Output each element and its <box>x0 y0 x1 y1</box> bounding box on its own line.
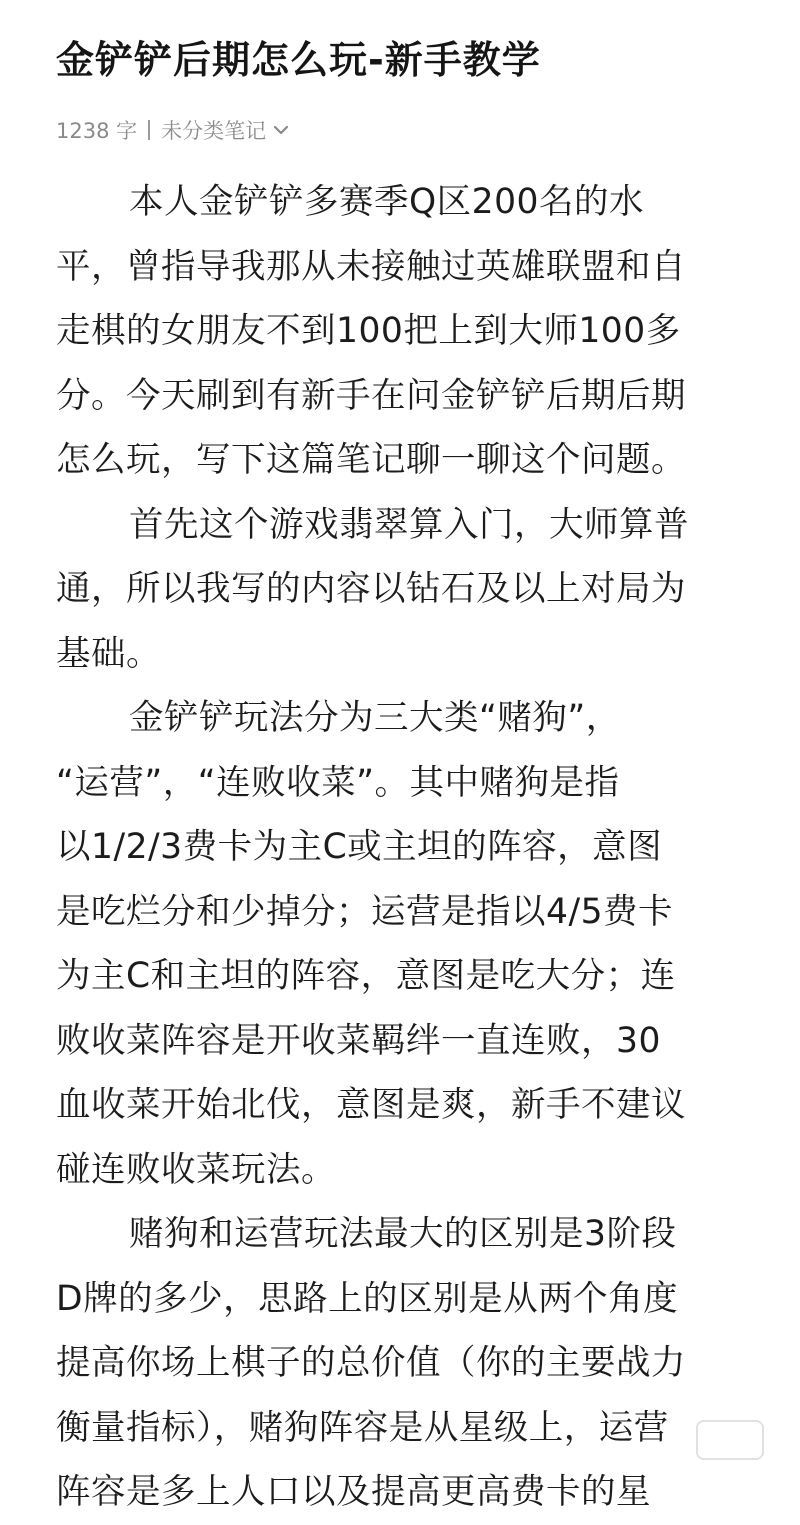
paragraph <box>56 1202 756 1525</box>
text-line: 为主C和主坦的阵容，意图是吃大分；连 <box>56 956 676 996</box>
paragraph <box>56 686 756 1202</box>
note-body[interactable] <box>56 170 756 1525</box>
text-line: 怎么玩，写下这篇笔记聊一聊这个问题。 <box>56 440 686 480</box>
watermark-logo-icon <box>696 1420 764 1460</box>
text-line: 阵容是多上人口以及提高更高费卡的星 <box>56 1472 651 1512</box>
text-line: “运营”，“连败收菜”。其中赌狗是指 <box>56 762 620 803</box>
text-line: 分。今天刷到有新手在问金铲铲后期后期 <box>56 375 686 416</box>
category-label: 未分类笔记 <box>161 119 267 143</box>
text-line: 基础。 <box>56 633 161 674</box>
meta-divider <box>148 120 150 140</box>
text-line: 血收菜开始北伐，意图是爽，新手不建议 <box>56 1085 686 1125</box>
note-meta <box>56 110 292 150</box>
text-line: 通，所以我写的内容以钻石及以上对局为 <box>56 569 686 609</box>
category-selector[interactable] <box>161 115 292 145</box>
note-title: 金铲铲后期怎么玩-新手教学 <box>56 38 541 82</box>
text-line: 是吃烂分和少掉分；运营是指以4/5费卡 <box>56 891 674 932</box>
text-line: 碰连败收菜玩法。 <box>56 1149 336 1190</box>
text-line: 金铲铲玩法分为三大类“赌狗”， <box>129 698 621 738</box>
text-line: D牌的多少，思路上的区别是从两个角度 <box>56 1278 679 1319</box>
text-line: 平，曾指导我那从未接触过英雄联盟和自 <box>56 246 686 287</box>
text-line: 走棋的女朋友不到100把上到大师100多 <box>56 311 681 351</box>
chevron-down-icon <box>270 119 292 141</box>
text-line: 赌狗和运营玩法最大的区别是3阶段 <box>129 1214 677 1254</box>
text-line: 本人金铲铲多赛季Q区200名的水 <box>129 182 645 222</box>
word-count: 1238 字 <box>56 119 138 143</box>
text-line: 提高你场上棋子的总价值（你的主要战力 <box>56 1343 686 1383</box>
paragraph <box>56 170 756 493</box>
paragraph <box>56 493 756 687</box>
text-line: 衡量指标），赌狗阵容是从星级上，运营 <box>56 1407 669 1448</box>
text-line: 以1/2/3费卡为主C或主坦的阵容，意图 <box>56 827 663 867</box>
text-line: 败收菜阵容是开收菜羁绊一直连败，30 <box>56 1020 661 1061</box>
text-line: 首先这个游戏翡翠算入门，大师算普 <box>129 504 689 545</box>
